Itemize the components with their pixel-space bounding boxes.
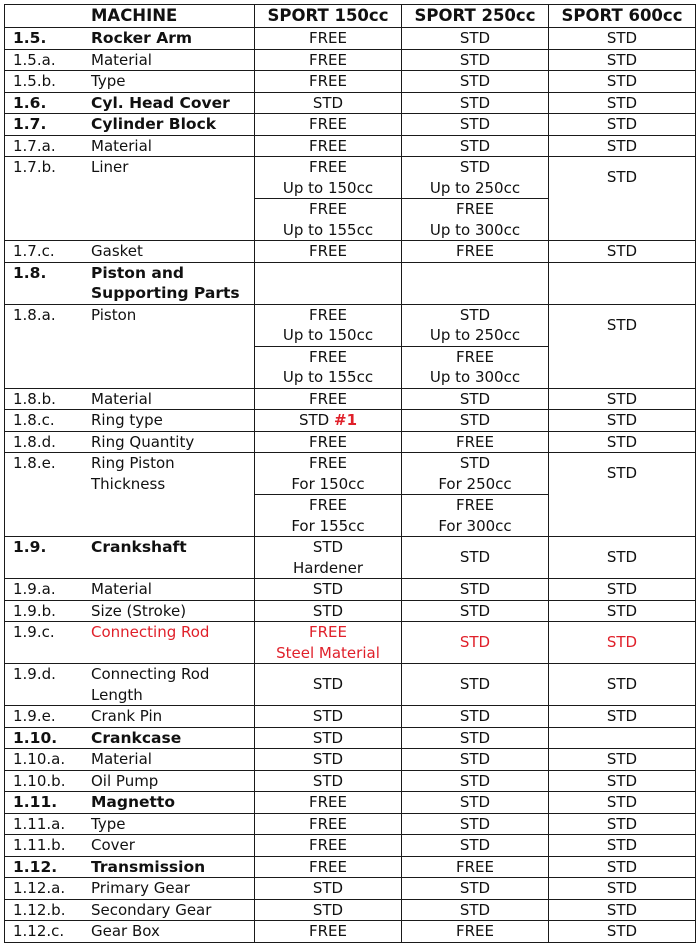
value-600: STD: [549, 792, 696, 814]
value-600: STD: [549, 410, 696, 432]
item-number: 1.12.: [13, 857, 58, 876]
value-250-alt: FREE Up to 300cc: [402, 199, 549, 241]
table-row: [5, 749, 696, 771]
value-600: STD: [549, 600, 696, 622]
item-name: Material: [91, 580, 152, 598]
value-600: STD: [549, 749, 696, 771]
value-600: STD: [549, 537, 696, 579]
item-cell: [5, 579, 255, 601]
table-row: [5, 706, 696, 728]
item-name: Ring Piston Thickness: [91, 454, 175, 493]
header-machine: MACHINE: [5, 5, 255, 28]
item-number: 1.9.e.: [13, 707, 56, 725]
table-row: [5, 241, 696, 263]
item-cell: [5, 92, 255, 114]
item-number: 1.9.d.: [13, 665, 56, 683]
item-name: Oil Pump: [91, 771, 159, 790]
value-250: STD: [402, 727, 549, 749]
table-row: [5, 157, 696, 199]
value-150: STD: [255, 899, 402, 921]
value-600: STD: [549, 114, 696, 136]
item-cell: [5, 835, 255, 857]
value-250: FREE: [402, 921, 549, 943]
value-600: STD: [549, 856, 696, 878]
value-150: STD: [255, 727, 402, 749]
table-row: [5, 92, 696, 114]
table-row: [5, 856, 696, 878]
item-number: 1.9.c.: [13, 623, 55, 641]
item-cell: [5, 241, 255, 263]
table-row: [5, 727, 696, 749]
value-150: STD: [255, 92, 402, 114]
item-name: Cyl. Head Cover: [91, 93, 230, 112]
item-number: 1.5.a.: [13, 50, 56, 69]
value-250: STD: [402, 135, 549, 157]
item-name: Crank Pin: [91, 707, 163, 725]
item-number: 1.9.: [13, 538, 47, 556]
item-cell: [5, 921, 255, 943]
table-row: [5, 537, 696, 579]
value-150: FREE: [255, 835, 402, 857]
item-cell: [5, 304, 255, 388]
item-name: Connecting Rod Length: [91, 665, 210, 704]
table-row: [5, 813, 696, 835]
item-cell: [5, 770, 255, 792]
item-name: Primary Gear: [91, 879, 190, 897]
value-250: STD: [402, 579, 549, 601]
value-150: STD #1: [255, 410, 402, 432]
item-name: Magnetto: [91, 793, 175, 811]
value-250: FREE: [402, 431, 549, 453]
machine-spec-table: [4, 4, 696, 943]
value-600: STD: [549, 71, 696, 93]
value-250-alt: FREE For 300cc: [402, 495, 549, 537]
value-150: FREE: [255, 71, 402, 93]
value-150: STD: [255, 770, 402, 792]
value-600: STD: [549, 157, 696, 241]
value-150: FREE Steel Material: [255, 622, 402, 664]
value-250: STD: [402, 49, 549, 71]
value-150: FREE: [255, 856, 402, 878]
value-250: STD: [402, 410, 549, 432]
value-250: STD: [402, 28, 549, 50]
item-number: 1.11.b.: [13, 836, 66, 854]
value-600: STD: [549, 431, 696, 453]
item-name: Gasket: [91, 242, 143, 260]
value-600: STD: [549, 304, 696, 388]
value-150: FREE: [255, 114, 402, 136]
item-cell: [5, 813, 255, 835]
table-row: [5, 304, 696, 346]
item-name: Gear Box: [91, 922, 160, 940]
item-name: Material: [91, 750, 152, 768]
value-250: STD: [402, 813, 549, 835]
item-cell: [5, 899, 255, 921]
item-cell: [5, 410, 255, 432]
item-number: 1.5.: [13, 29, 47, 47]
value-150: FREE: [255, 921, 402, 943]
table-row: [5, 49, 696, 71]
value-600: STD: [549, 878, 696, 900]
item-name: Type: [91, 72, 126, 90]
value-150: STD: [255, 664, 402, 706]
table-row: [5, 878, 696, 900]
item-cell: [5, 537, 255, 579]
item-name: Type: [91, 814, 126, 833]
value-600: [549, 727, 696, 749]
item-number: 1.8.d.: [13, 432, 56, 451]
value-150-alt: FREE For 155cc: [255, 495, 402, 537]
value-600: STD: [549, 770, 696, 792]
item-number: 1.10.a.: [13, 750, 66, 768]
item-name: Rocker Arm: [91, 29, 193, 47]
value-250: STD: [402, 388, 549, 410]
item-number: 1.7.: [13, 115, 47, 133]
value-150: FREE Up to 150cc: [255, 304, 402, 346]
item-cell: [5, 727, 255, 749]
value-600: STD: [549, 28, 696, 50]
value-150-alt: FREE Up to 155cc: [255, 346, 402, 388]
value-250: STD For 250cc: [402, 453, 549, 495]
value-250-alt: FREE Up to 300cc: [402, 346, 549, 388]
item-cell: [5, 114, 255, 136]
value-250: STD Up to 250cc: [402, 304, 549, 346]
value-600: STD: [549, 579, 696, 601]
value-150: FREE: [255, 49, 402, 71]
value-250: STD: [402, 792, 549, 814]
item-cell: [5, 262, 255, 304]
header-sport-150: SPORT 150cc: [255, 5, 402, 28]
value-150: STD: [255, 600, 402, 622]
table-row: [5, 71, 696, 93]
item-name: Ring Quantity: [91, 432, 195, 451]
table-row: [5, 262, 696, 304]
value-250: STD: [402, 835, 549, 857]
value-600: STD: [549, 49, 696, 71]
table-row: [5, 770, 696, 792]
value-600: STD: [549, 622, 696, 664]
item-cell: [5, 706, 255, 728]
item-cell: [5, 157, 255, 241]
item-number: 1.9.b.: [13, 601, 56, 620]
value-250: STD Up to 250cc: [402, 157, 549, 199]
value-250: STD: [402, 899, 549, 921]
item-number: 1.8.c.: [13, 411, 55, 429]
item-name: Crankshaft: [91, 538, 187, 556]
item-cell: [5, 431, 255, 453]
item-cell: [5, 878, 255, 900]
value-600: STD: [549, 135, 696, 157]
table-row: [5, 835, 696, 857]
table-row: [5, 453, 696, 495]
item-cell: [5, 856, 255, 878]
value-150: FREE: [255, 792, 402, 814]
table-row: [5, 899, 696, 921]
value-600: STD: [549, 813, 696, 835]
item-name: Cover: [91, 836, 135, 854]
item-name: Crankcase: [91, 728, 182, 747]
value-150: [255, 262, 402, 304]
item-number: 1.12.b.: [13, 900, 66, 919]
item-name: Transmission: [91, 857, 206, 876]
value-150: STD Hardener: [255, 537, 402, 579]
value-600: STD: [549, 921, 696, 943]
item-name: Liner: [91, 158, 129, 176]
item-cell: [5, 28, 255, 50]
item-name: Piston and Supporting Parts: [91, 263, 240, 302]
value-250: STD: [402, 114, 549, 136]
item-number: 1.12.a.: [13, 879, 66, 897]
value-600: STD: [549, 453, 696, 537]
item-number: 1.7.a.: [13, 136, 56, 155]
value-250: STD: [402, 537, 549, 579]
item-name: Piston: [91, 305, 137, 324]
item-name: Connecting Rod: [91, 623, 210, 641]
value-250: STD: [402, 878, 549, 900]
item-cell: [5, 135, 255, 157]
item-cell: [5, 71, 255, 93]
table-row: [5, 28, 696, 50]
table-row: [5, 579, 696, 601]
item-cell: [5, 622, 255, 664]
item-number: 1.10.b.: [13, 771, 66, 790]
value-600: STD: [549, 706, 696, 728]
value-150: FREE: [255, 813, 402, 835]
item-name: Size (Stroke): [91, 601, 187, 620]
value-250: FREE: [402, 241, 549, 263]
value-150-alt: FREE Up to 155cc: [255, 199, 402, 241]
item-number: 1.10.: [13, 728, 58, 747]
value-150: STD: [255, 579, 402, 601]
value-150: STD: [255, 878, 402, 900]
value-150: FREE: [255, 135, 402, 157]
item-number: 1.7.b.: [13, 158, 56, 176]
table-row: [5, 114, 696, 136]
item-name: Secondary Gear: [91, 900, 212, 919]
table-row: [5, 622, 696, 664]
value-150: STD: [255, 749, 402, 771]
item-cell: [5, 792, 255, 814]
value-600: STD: [549, 664, 696, 706]
table-row: [5, 410, 696, 432]
header-sport-250: SPORT 250cc: [402, 5, 549, 28]
item-name: Material: [91, 50, 152, 69]
item-cell: [5, 600, 255, 622]
table-row: [5, 792, 696, 814]
item-cell: [5, 49, 255, 71]
value-250: STD: [402, 706, 549, 728]
value-600: STD: [549, 899, 696, 921]
value-600: STD: [549, 388, 696, 410]
value-250: STD: [402, 92, 549, 114]
item-cell: [5, 664, 255, 706]
item-number: 1.8.b.: [13, 389, 56, 408]
item-number: 1.8.: [13, 263, 47, 282]
value-150: STD: [255, 706, 402, 728]
table-row: [5, 664, 696, 706]
value-250: STD: [402, 622, 549, 664]
item-cell: [5, 749, 255, 771]
item-cell: [5, 453, 255, 537]
value-250: [402, 262, 549, 304]
item-number: 1.7.c.: [13, 242, 55, 260]
value-150: FREE: [255, 388, 402, 410]
item-name: Ring type: [91, 411, 163, 429]
value-150: FREE Up to 150cc: [255, 157, 402, 199]
item-number: 1.11.a.: [13, 814, 66, 833]
table-row: [5, 600, 696, 622]
table-row: [5, 431, 696, 453]
item-number: 1.11.: [13, 793, 58, 811]
value-250: STD: [402, 749, 549, 771]
table-row: [5, 135, 696, 157]
value-600: STD: [549, 241, 696, 263]
item-number: 1.8.e.: [13, 454, 56, 472]
item-number: 1.8.a.: [13, 305, 56, 324]
item-number: 1.9.a.: [13, 580, 56, 598]
table-row: [5, 921, 696, 943]
item-cell: [5, 388, 255, 410]
value-250: STD: [402, 600, 549, 622]
value-150: FREE For 150cc: [255, 453, 402, 495]
item-name: Material: [91, 136, 152, 155]
value-250: FREE: [402, 856, 549, 878]
header-row: [5, 5, 696, 28]
item-number: 1.6.: [13, 93, 47, 112]
value-600: [549, 262, 696, 304]
value-250: STD: [402, 71, 549, 93]
item-number: 1.12.c.: [13, 922, 65, 940]
header-sport-600: SPORT 600cc: [549, 5, 696, 28]
value-600: STD: [549, 92, 696, 114]
value-600: STD: [549, 835, 696, 857]
value-250: STD: [402, 664, 549, 706]
item-name: Cylinder Block: [91, 115, 217, 133]
value-150: FREE: [255, 28, 402, 50]
footnote-marker: #1: [334, 411, 358, 429]
value-150: FREE: [255, 241, 402, 263]
value-250: STD: [402, 770, 549, 792]
value-150: FREE: [255, 431, 402, 453]
item-number: 1.5.b.: [13, 72, 56, 90]
table-row: [5, 388, 696, 410]
item-name: Material: [91, 389, 152, 408]
